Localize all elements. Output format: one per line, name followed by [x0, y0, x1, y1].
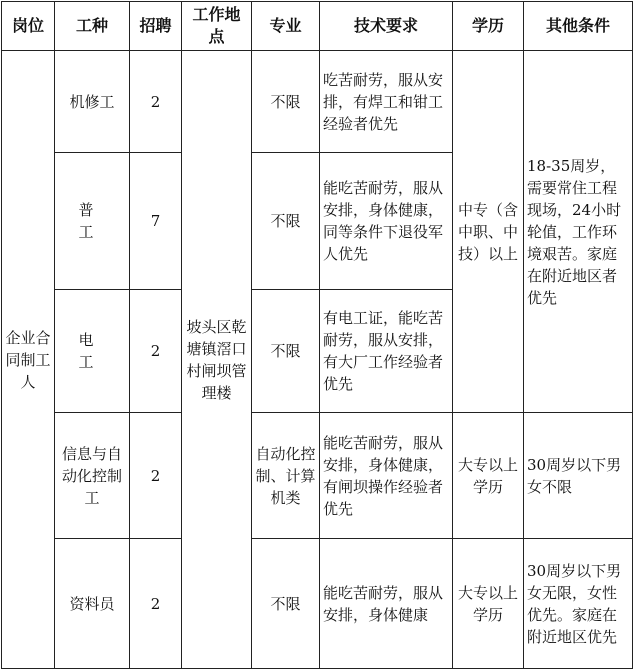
header-job-type: 工种 [55, 2, 130, 51]
header-location: 工作地点 [182, 2, 252, 51]
job-type-cell: 机修工 [55, 51, 130, 153]
major-cell: 不限 [252, 153, 320, 290]
other-cell: 30周岁以下男女不限 [524, 413, 633, 539]
hiring-cell: 2 [130, 413, 182, 539]
education-cell: 大专以上学历 [453, 539, 524, 669]
header-position: 岗位 [2, 2, 55, 51]
job-type-cell: 信息与自动化控制工 [55, 413, 130, 539]
position-group-cell: 企业合同制工人 [2, 51, 55, 669]
other-cell: 18-35周岁，需要常住工程现场，24小时轮值，工作环境艰苦。家庭在附近地区者优先 [524, 51, 633, 413]
table-row [2, 51, 633, 153]
tech-req-cell: 能吃苦耐劳，服从安排，身体健康 [320, 539, 453, 669]
tech-req-cell: 能吃苦耐劳，服从安排，身体健康，同等条件下退役军人优先 [320, 153, 453, 290]
education-cell: 大专以上学历 [453, 413, 524, 539]
header-row [2, 2, 633, 51]
header-major: 专业 [252, 2, 320, 51]
location-cell: 坡头区乾塘镇滘口村闸坝管理楼 [182, 51, 252, 669]
table-row [2, 539, 633, 669]
hiring-cell: 2 [130, 51, 182, 153]
tech-req-cell: 有电工证，能吃苦耐劳，服从安排，有大厂工作经验者优先 [320, 290, 453, 413]
education-cell: 中专（含中职、中技）以上 [453, 51, 524, 413]
hiring-cell: 7 [130, 153, 182, 290]
other-cell: 30周岁以下男女无限，女性优先。家庭在附近地区优先 [524, 539, 633, 669]
tech-req-cell: 吃苦耐劳，服从安排，有焊工和钳工经验者优先 [320, 51, 453, 153]
header-other: 其他条件 [524, 2, 633, 51]
hiring-cell: 2 [130, 290, 182, 413]
major-cell: 自动化控制、计算机类 [252, 413, 320, 539]
header-education: 学历 [453, 2, 524, 51]
hiring-cell: 2 [130, 539, 182, 669]
major-cell: 不限 [252, 290, 320, 413]
recruitment-table [1, 1, 633, 669]
tech-req-cell: 能吃苦耐劳，服从安排，身体健康，有闸坝操作经验者优先 [320, 413, 453, 539]
header-tech-req: 技术要求 [320, 2, 453, 51]
job-type-cell: 普 工 [55, 153, 130, 290]
table-row [2, 413, 633, 539]
job-type-cell: 电 工 [55, 290, 130, 413]
job-type-cell: 资料员 [55, 539, 130, 669]
header-hiring: 招聘 [130, 2, 182, 51]
major-cell: 不限 [252, 51, 320, 153]
major-cell: 不限 [252, 539, 320, 669]
